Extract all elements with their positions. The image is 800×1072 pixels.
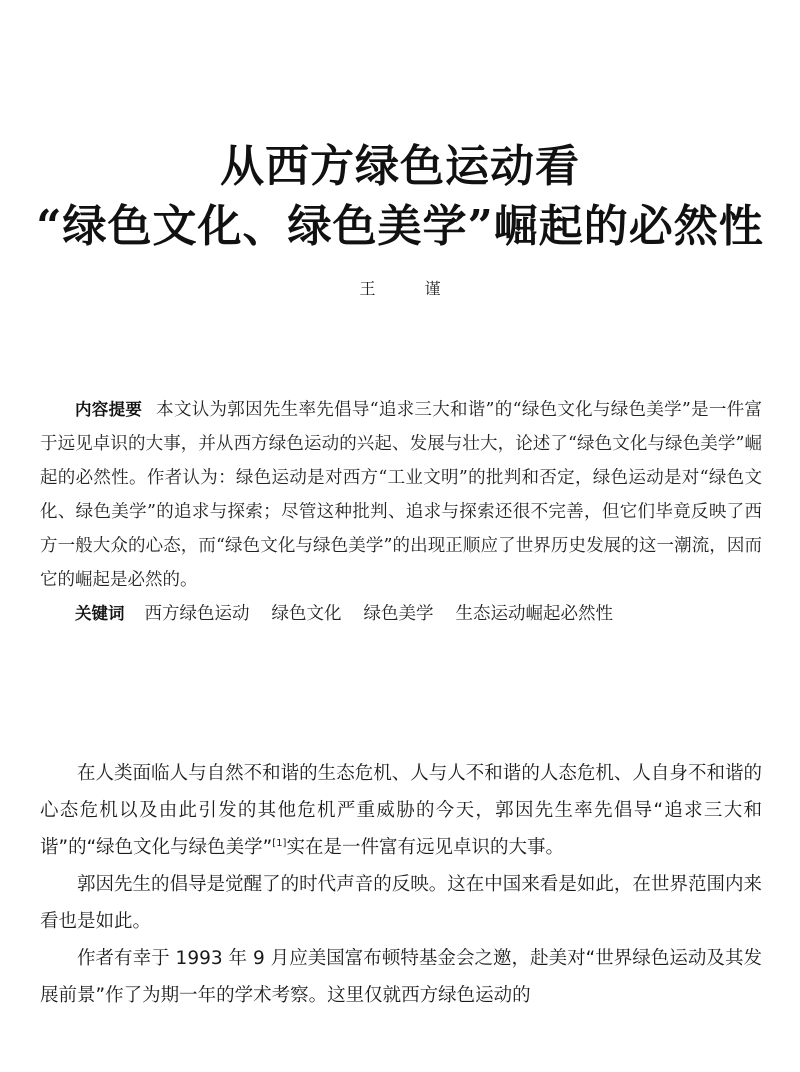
keywords-label: 关键词: [75, 604, 125, 623]
body-paragraph-1-text: 在人类面临人与自然不和谐的生态危机、人与人不和谐的人态危机、人自身不和谐的心态危机以及由此引发的其他危机严重威胁的今天，郭因先生率先倡导“追求三大和谐”的“绿色文化与绿色美学”: [40, 763, 762, 858]
author-name: 王 谨: [359, 279, 463, 298]
keyword-item: 绿色文化: [271, 604, 342, 624]
footnote-marker: [1]: [272, 837, 287, 849]
abstract-paragraph: [40, 393, 762, 597]
keyword-item: 绿色美学: [363, 604, 434, 624]
body-text: [40, 755, 762, 1014]
title-line-2: “绿色文化、绿色美学”崛起的必然性: [36, 201, 764, 252]
body-paragraph-1-tail: 实在是一件富有远见卓识的大事。: [286, 837, 564, 858]
abstract-text: 本文认为郭因先生率先倡导“追求三大和谐”的“绿色文化与绿色美学”是一件富于远见卓识的大事，并从西方绿色运动的兴起、发展与壮大，论述了“绿色文化与绿色美学”崛起的必然性。作者认为：绿色运动是对西方“工业文明”的批判和否定，绿色运动是对“绿色文化、绿色美学”的追求与探索；尽管这种批判、追求与探索还很不完善，但它们毕竟反映了西方一般大众的心态，而“绿色文化与绿色美学”的出现正顺应了世界历史发展的这一潮流，因而它的崛起是必然的。: [40, 400, 762, 590]
body-paragraph-2: 郭因先生的倡导是觉醒了的时代声音的反映。这在中国来看是如此，在世界范围内来看也是如此。: [40, 874, 762, 932]
keyword-item: 西方绿色运动: [144, 604, 250, 624]
keywords-row: [40, 597, 762, 631]
abstract-section: [40, 393, 762, 631]
keyword-item: 生态运动崛起必然性: [455, 604, 613, 624]
body-paragraph-3: 作者有幸于 1993 年 9 月应美国富布顿特基金会之邀，赴美对“世界绿色运动及其发展前景”作了为期一年的学术考察。这里仅就西方绿色运动的: [40, 948, 762, 1006]
abstract-label: 内容提要: [75, 400, 143, 419]
title-line-1: 从西方绿色运动看: [220, 141, 580, 192]
body-paragraph-1: [40, 755, 762, 866]
